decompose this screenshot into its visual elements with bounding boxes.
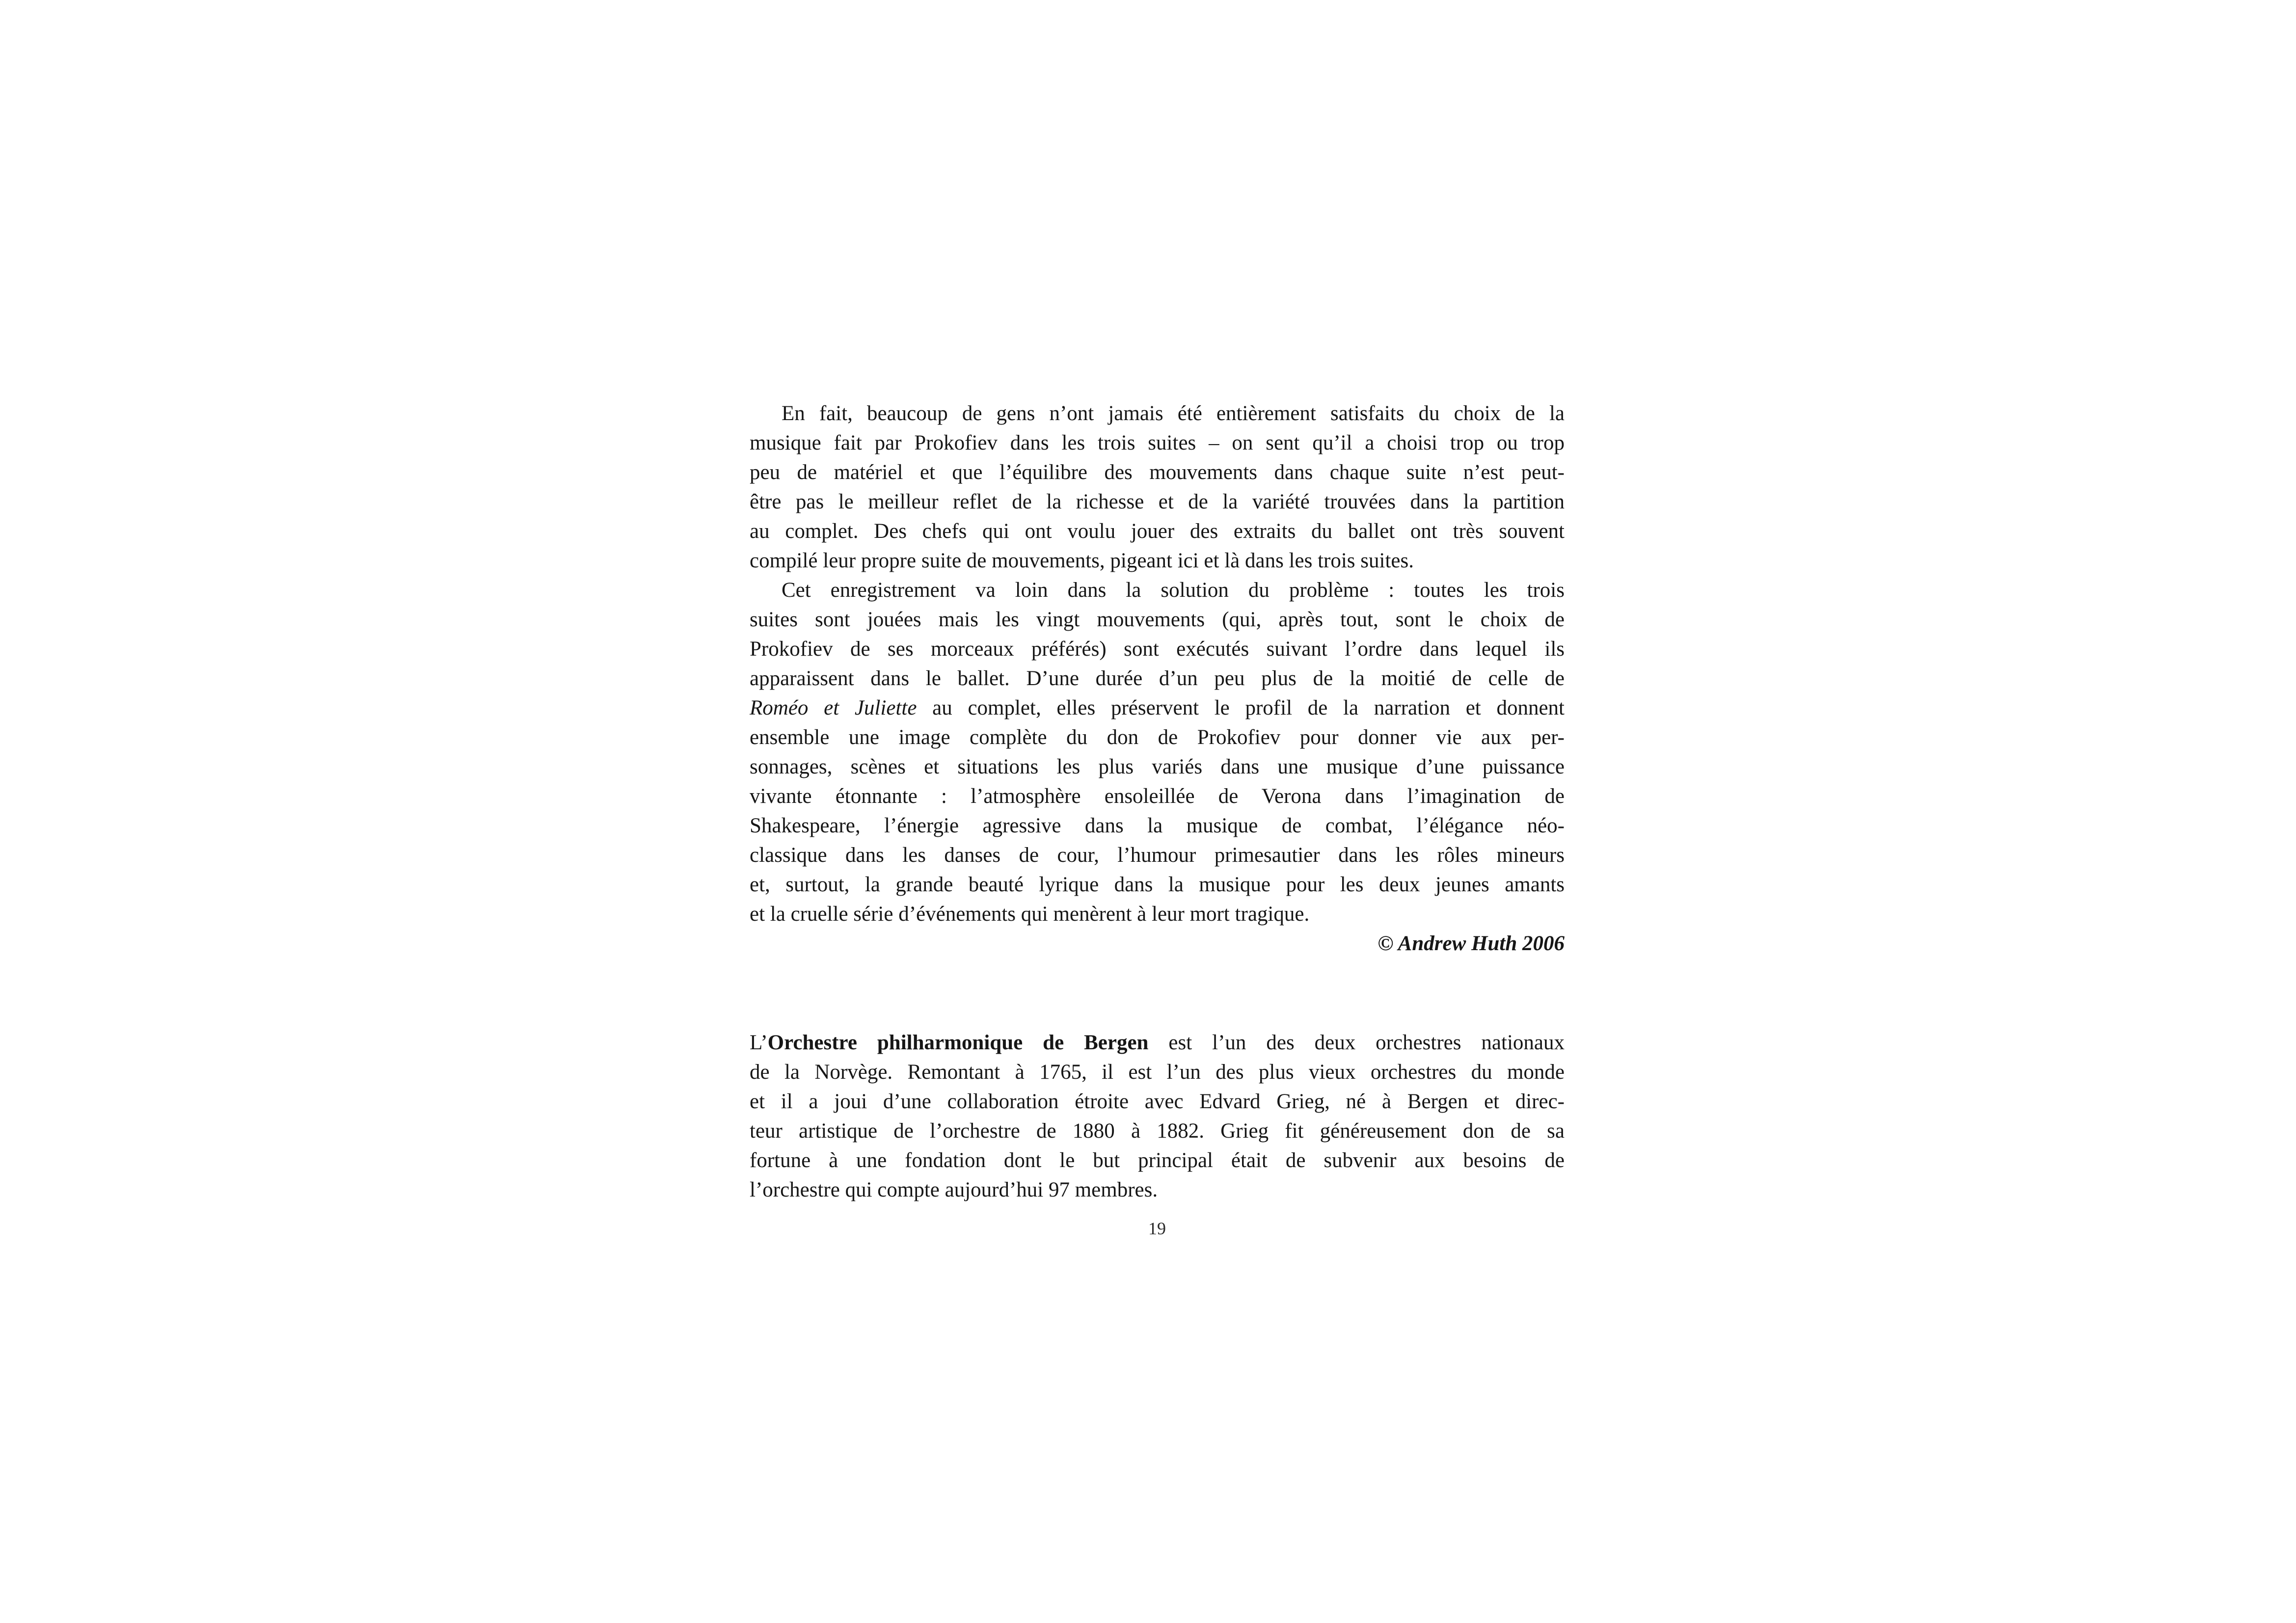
text-line: fortune à une fondation dont le but principal était de subvenir aux besoins de — [750, 1149, 1565, 1172]
text-line: vivante étonnante : l’atmosphère ensoleillée de Verona dans l’imagination de — [750, 785, 1565, 808]
text-line: au complet. Des chefs qui ont voulu jouer des extraits du ballet ont très souvent — [750, 520, 1565, 543]
text-line: musique fait par Prokofiev dans les trois suites – on sent qu’il a choisi trop ou trop — [750, 431, 1565, 454]
text-line: teur artistique de l’orchestre de 1880 à 1882. Grieg fit généreusement don de sa — [750, 1119, 1565, 1143]
text-line: classique dans les danses de cour, l’humour primesautier dans les rôles mineurs — [750, 844, 1565, 867]
credit-line: © Andrew Huth 2006 — [1378, 932, 1565, 955]
text-line: et, surtout, la grande beauté lyrique dans la musique pour les deux jeunes amants — [750, 873, 1565, 896]
text-line: Prokofiev de ses morceaux préférés) sont exécutés suivant l’ordre dans lequel ils — [750, 638, 1565, 661]
text-line-with-bold — [750, 1028, 1565, 1058]
text-line-remainder: au complet, elles préservent le profil de la narration et donnent — [917, 696, 1565, 719]
text-line: sonnages, scènes et situations les plus variés dans une musique d’une puissance — [750, 755, 1565, 778]
text-line-remainder: est l’un des deux orchestres nationaux — [1148, 1031, 1565, 1054]
text-line: l’orchestre qui compte aujourd’hui 97 membres. — [750, 1178, 1158, 1201]
text-line-with-italic — [750, 693, 1565, 723]
text-line: apparaissent dans le ballet. D’une durée d’un peu plus de la moitié de celle de — [750, 667, 1565, 690]
text-line: Shakespeare, l’énergie agressive dans la musique de combat, l’élégance néo- — [750, 814, 1565, 837]
text-line: être pas le meilleur reflet de la richesse et de la variété trouvées dans la partition — [750, 490, 1565, 513]
text-line: et la cruelle série d’événements qui menèrent à leur mort tragique. — [750, 903, 1310, 926]
page-number: 19 — [1148, 1219, 1166, 1238]
text-line: Cet enregistrement va loin dans la solution du problème : toutes les trois — [782, 579, 1565, 602]
text-line-prefix: L’ — [750, 1031, 768, 1054]
work-title-italic: Roméo et Juliette — [750, 696, 917, 719]
text-line: En fait, beaucoup de gens n’ont jamais été entièrement satisfaits du choix de la — [782, 402, 1565, 425]
text-line: de la Norvège. Remontant à 1765, il est l’un des plus vieux orchestres du monde — [750, 1061, 1565, 1084]
orchestra-name-bold: Orchestre philharmonique de Bergen — [767, 1031, 1149, 1054]
text-line: peu de matériel et que l’équilibre des mouvements dans chaque suite n’est peut- — [750, 461, 1565, 484]
text-line: ensemble une image complète du don de Prokofiev pour donner vie aux per- — [750, 726, 1565, 749]
paragraph-bergen-orchestra — [750, 1028, 1565, 1205]
text-line: et il a joui d’une collaboration étroite avec Edvard Grieg, né à Bergen et direc- — [750, 1090, 1565, 1113]
paragraph-suite-choice — [750, 399, 1565, 576]
paragraph-recording-solution — [750, 576, 1565, 929]
text-line: suites sont jouées mais les vingt mouvements (qui, après tout, sont le choix de — [750, 608, 1565, 631]
liner-notes-text-block — [750, 399, 1565, 1205]
text-line: compilé leur propre suite de mouvements, pigeant ici et là dans les trois suites. — [750, 549, 1414, 572]
